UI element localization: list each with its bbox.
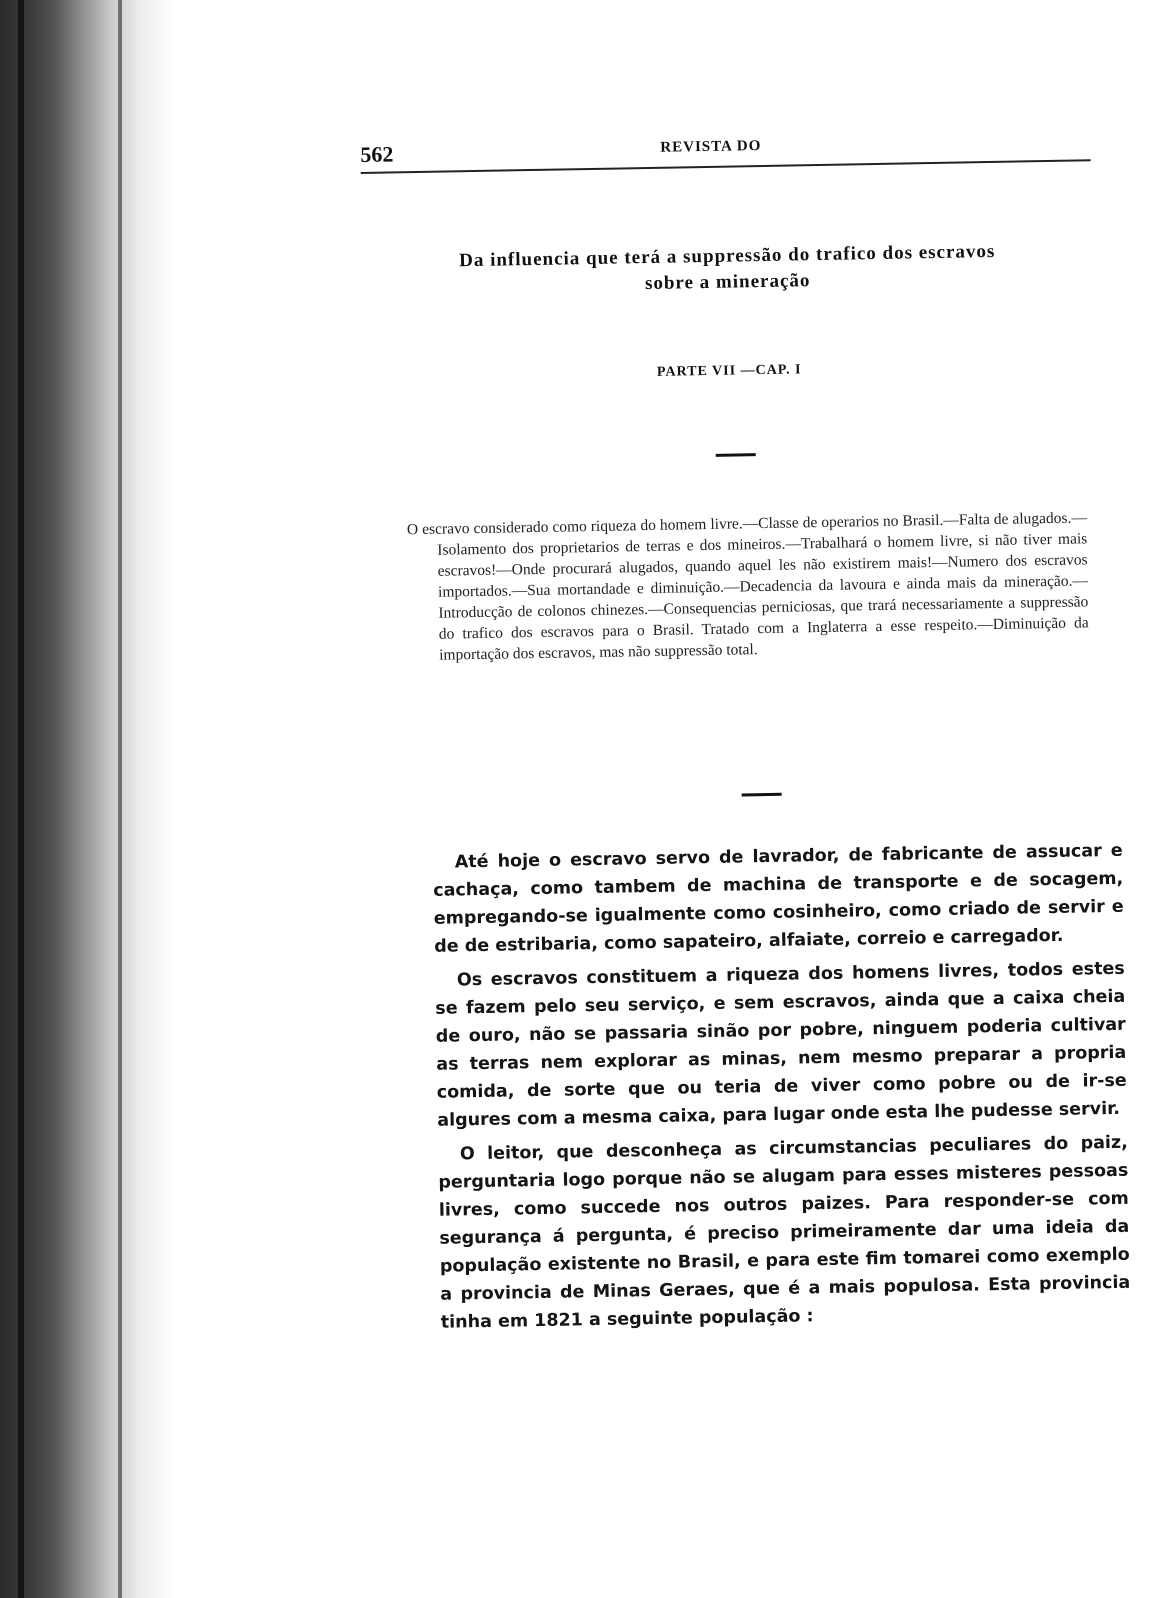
paragraph: O leitor, que desconheça as circumstancias peculiares do paiz, perguntaria logo porque não se alugam para esses misteres pessoas livres, como succede nos outros paizes. Para responder-se com segurança á pergunta, é preciso primeiramente dar uma ideia da população existente no Brasil, e para este fim tomarei como exemplo a provincia de Minas Geraes, que é a mais populosa. Esta provincia tinha em 1821 a seguinte população : [438, 1132, 1131, 1333]
chapter-summary: O escravo considerado como riqueza do homem livre.—Classe de operarios no Brasil.—Falta de alugados.—Isolamento dos proprietarios de terras e dos mineiros.—Trabalhará o homem livre, si não tiver mais escravos!—Onde procurará alugados, quando aquel les não existirem mais!—Numero dos escravos importados.—Sua mortandade e diminuição.—Decadencia da lavoura e ainda mais da mineração.—Introducção de colonos chinezes.—Consequencias perniciosas, que trará necessariamente a suppressão do trafico dos escravos para o Brasil. Tratado com a Inglaterra a esse respeito.—Diminuição da importação dos escravos, mas não suppressão total. [406, 509, 1089, 664]
page-number: 562 [360, 141, 394, 167]
article-title [362, 237, 1093, 302]
paragraph: Até hoje o escravo servo de lavrador, de fabricante de assucar e cachaça, como tambem de machina de transporte e de socagem, empregando-se igualmente como cosinheiro, como criado de servir e de de estribaria, como sapateiro, alfaiate, correio e carregador. [433, 840, 1124, 957]
article-body [433, 837, 1132, 1343]
running-head: REVISTA DO [660, 137, 762, 156]
paragraph: Os escravos constituem a riqueza dos homens livres, todos estes se fazem pelo seu serviço, e sem escravos, ainda que a caixa cheia de ouro, não se passaria sinão por pobre, ninguem poderia cultivar as terras nem explorar as minas, nem mesmo preparar a propria comida, de sorte que ou teria de viver como pobre ou de ir-se algures com a mesma caixa, para lugar onde esta lhe pudesse servir. [435, 958, 1127, 1131]
book-binding-shadow [0, 0, 175, 1598]
separator-dash [742, 793, 782, 797]
title-line-2: sobre a mineração [644, 270, 811, 295]
separator-dash [716, 453, 756, 457]
book-page [360, 117, 1131, 1530]
title-line-1: Da influencia que terá a suppressão do trafico dos escravos [458, 240, 996, 272]
part-label: PARTE VII —CAP. I [656, 362, 802, 380]
